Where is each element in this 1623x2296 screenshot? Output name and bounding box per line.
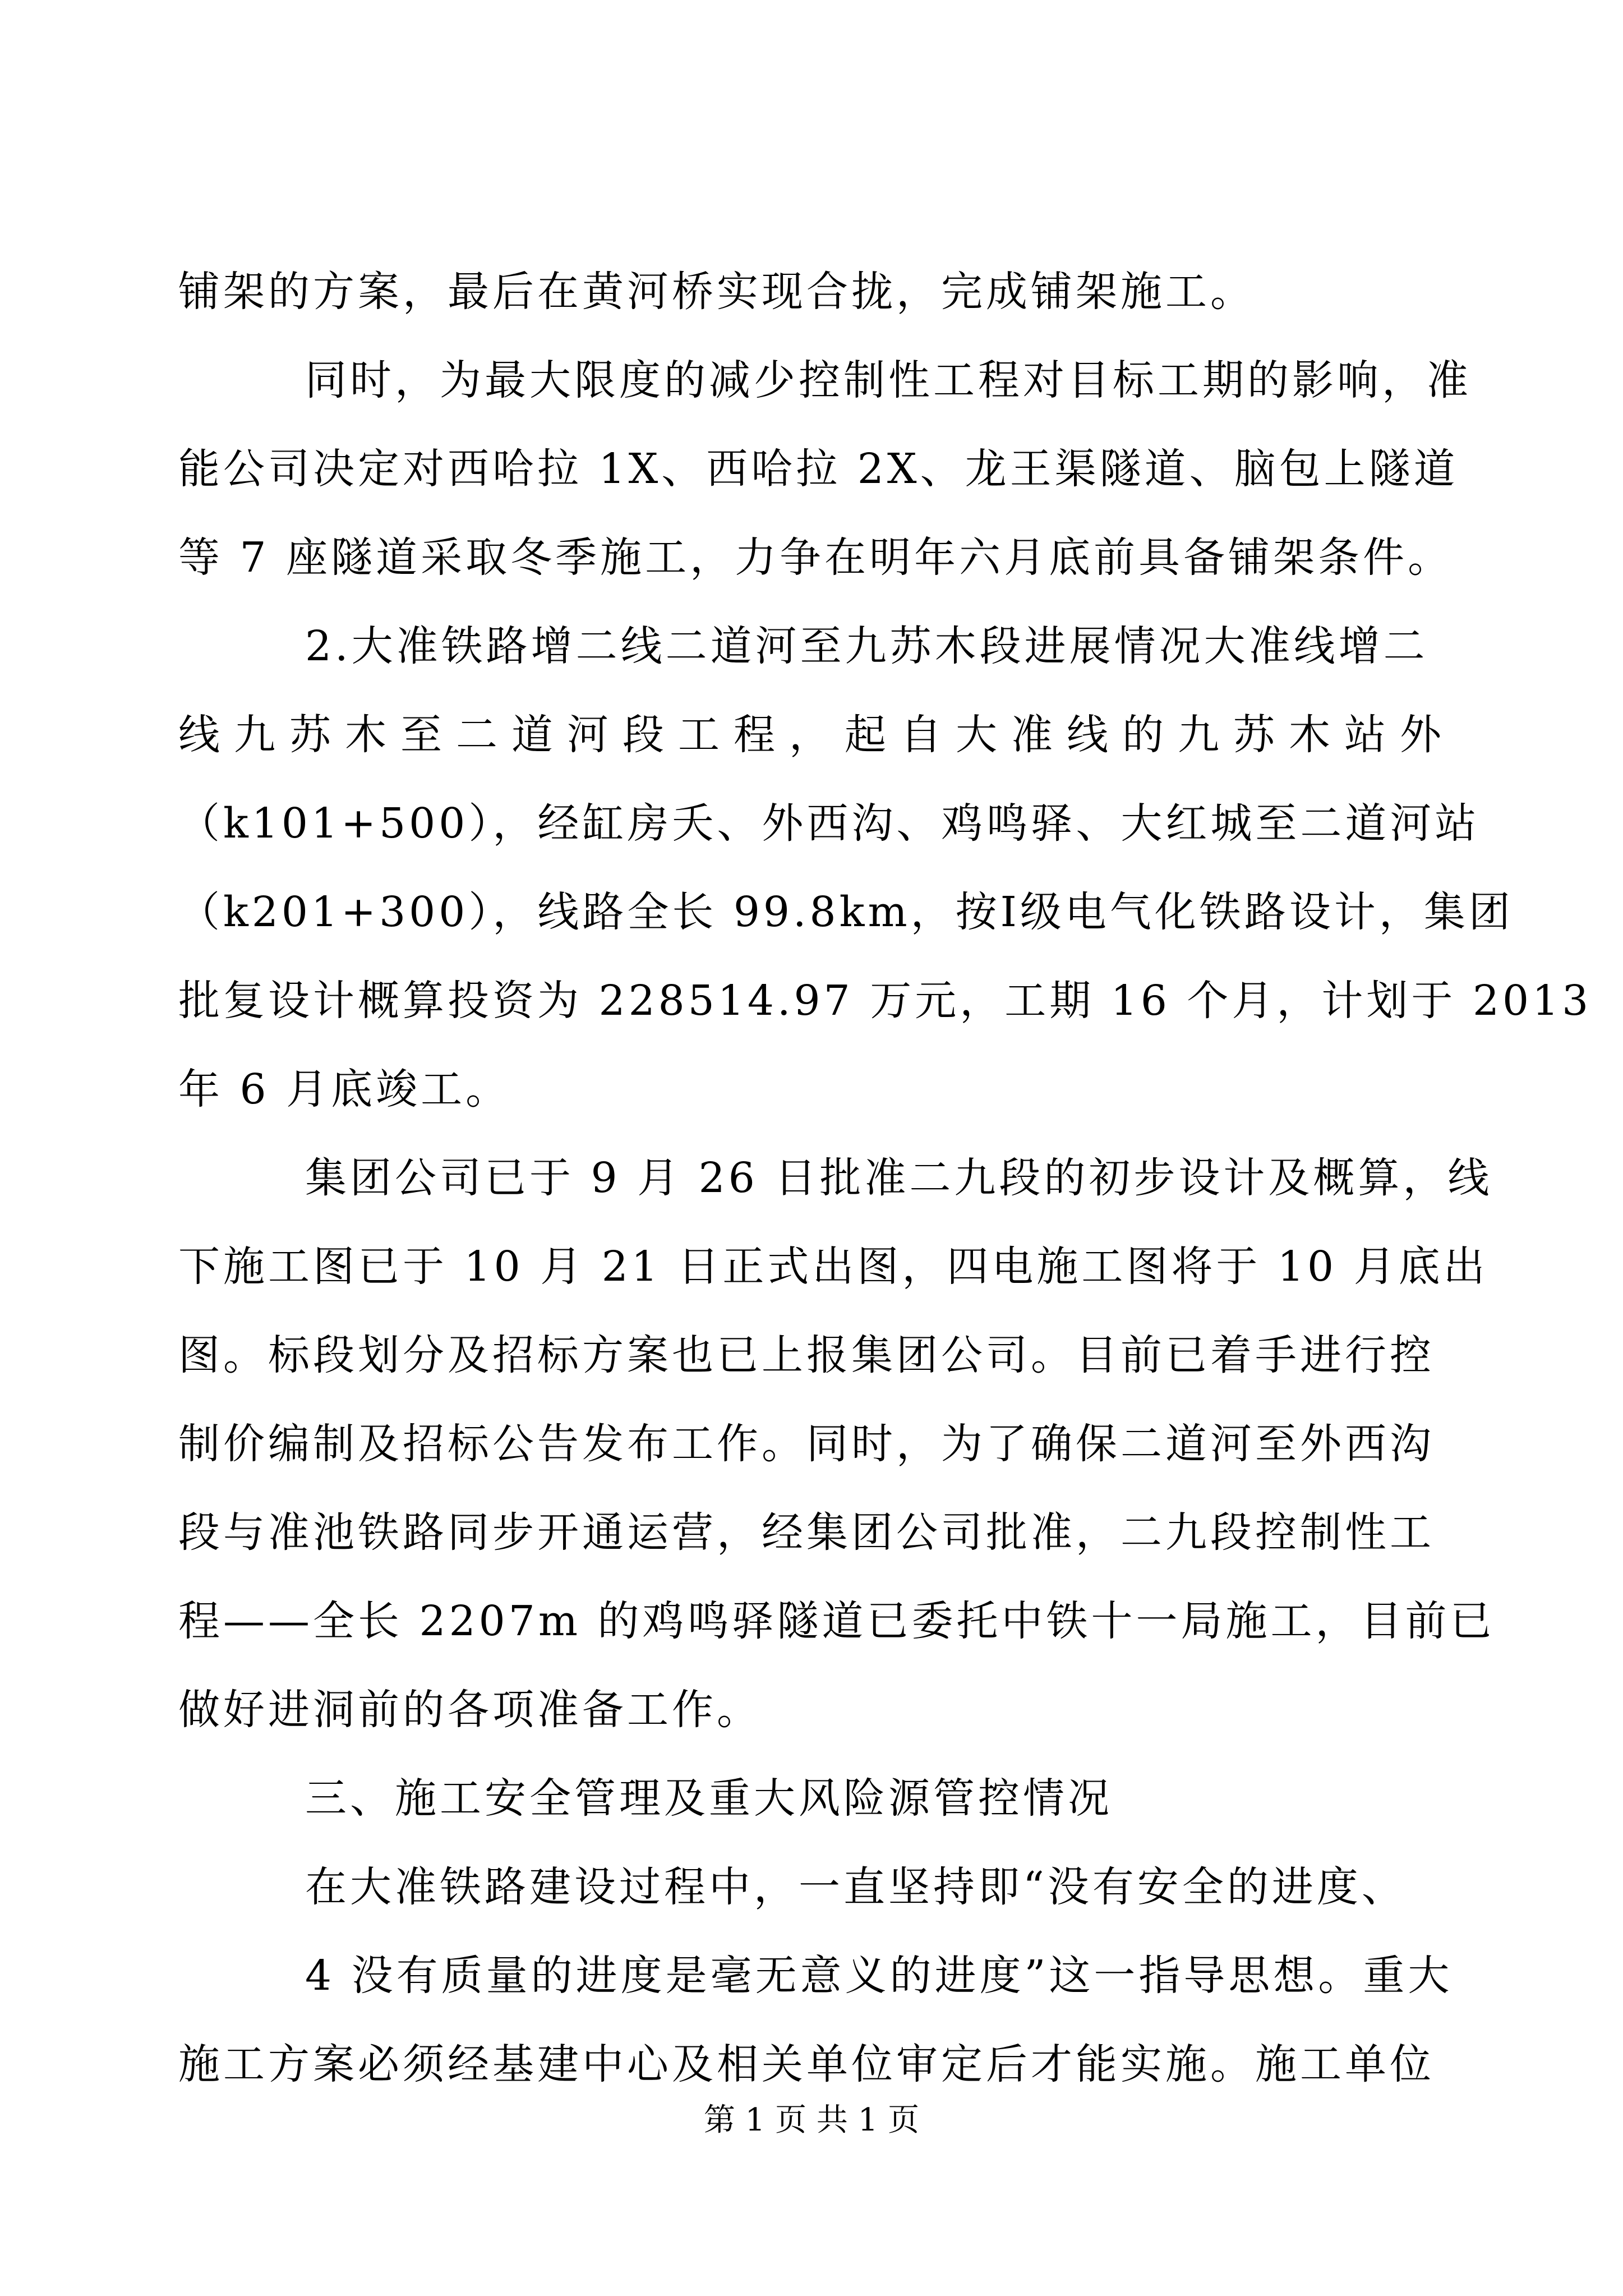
body-line: 线九苏木至二道河段工程，起自大准线的九苏木站外 bbox=[178, 711, 1445, 759]
section-heading: 三、施工安全管理及重大风险源管控情况 bbox=[305, 1774, 1113, 1823]
body-line: 图。标段划分及招标方案也已上报集团公司。目前已着手进行控 bbox=[178, 1331, 1435, 1379]
body-line: 4 没有质量的进度是毫无意义的进度”这一指导思想。重大 bbox=[305, 1952, 1453, 2000]
body-line: 施工方案必须经基建中心及相关单位审定后才能实施。施工单位 bbox=[178, 2040, 1435, 2088]
body-line: 年 6 月底竣工。 bbox=[178, 1065, 511, 1114]
body-line: 在大准铁路建设过程中，一直坚持即“没有安全的进度、 bbox=[305, 1863, 1407, 1911]
body-line: 批复设计概算投资为 228514.97 万元，工期 16 个月，计划于 2013 bbox=[178, 977, 1592, 1025]
body-line: （k201+300），线路全长 99.8km，按Ⅰ级电气化铁路设计，集团 bbox=[178, 888, 1514, 936]
body-line: 程——全长 2207m 的鸡鸣驿隧道已委托中铁十一局施工，目前已 bbox=[178, 1597, 1495, 1645]
page-number-footer: 第 1 页 共 1 页 bbox=[703, 2102, 920, 2138]
body-line: 等 7 座隧道采取冬季施工，力争在明年六月底前具备铺架条件。 bbox=[178, 533, 1453, 582]
body-line: 做好进洞前的各项准备工作。 bbox=[178, 1686, 762, 1734]
body-line: 集团公司已于 9 月 26 日批准二九段的初步设计及概算，线 bbox=[305, 1154, 1493, 1202]
body-line: 制价编制及招标公告发布工作。同时，为了确保二道河至外西沟 bbox=[178, 1420, 1435, 1468]
body-line: 能公司决定对西哈拉 1X、西哈拉 2X、龙王渠隧道、脑包上隧道 bbox=[178, 445, 1459, 493]
body-line: 2.大准铁路增二线二道河至九苏木段进展情况大准线增二 bbox=[305, 622, 1428, 670]
body-line: 铺架的方案，最后在黄河桥实现合拢，完成铺架施工。 bbox=[178, 268, 1255, 316]
body-line: 段与准池铁路同步开通运营，经集团公司批准，二九段控制性工 bbox=[178, 1508, 1435, 1557]
body-line: 同时，为最大限度的减少控制性工程对目标工期的影响，准 bbox=[305, 356, 1472, 404]
body-line: （k101+500），经缸房夭、外西沟、鸡鸣驿、大红城至二道河站 bbox=[178, 799, 1480, 848]
body-line: 下施工图已于 10 月 21 日正式出图，四电施工图将于 10 月底出 bbox=[178, 1243, 1488, 1291]
